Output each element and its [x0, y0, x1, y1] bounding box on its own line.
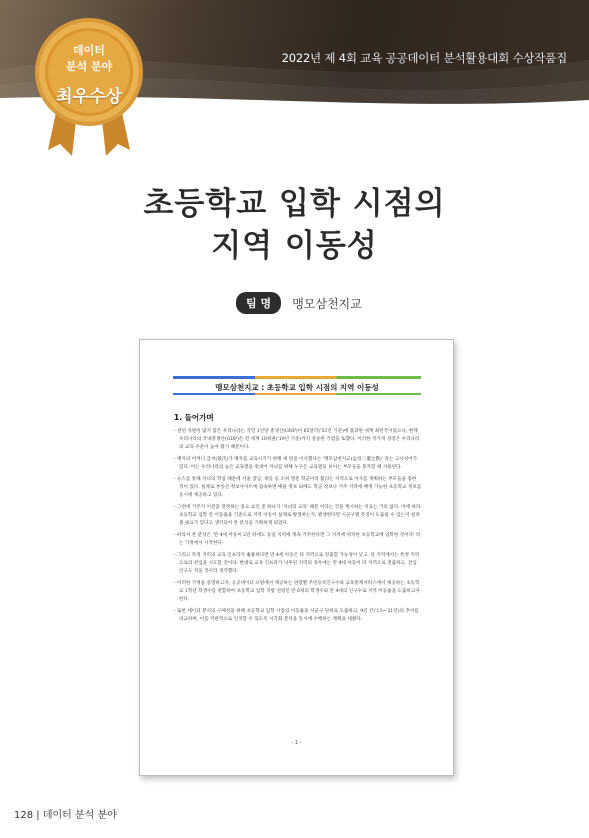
team-info	[236, 292, 362, 312]
doc-page-number: - 1 -	[291, 740, 302, 746]
medal-category-line2: 분석 분야	[65, 60, 113, 73]
team-name: 맹모삼천지교	[292, 296, 362, 311]
document-preview	[139, 339, 454, 776]
medal-award-title: 최우수상	[56, 87, 122, 107]
doc-paragraph: - 또한 데이터 분석의 구체성을 위해 초등학교 입학 시점의 이동률을 시군구 단위로 도출하고, 9년 간('13~'21년)의 추이를 비교하며, 이를 직관적으로 인지할 수 있도록 시각화 분석을 동시에 수행하는 계획을 세웠다.	[174, 609, 419, 622]
doc-paragraph: - 천연 자원이 많지 않은 우리나라는 국민 1인당 총생산(GNP)이 65달러('53년 기준)에 불과한 세계 최빈국이었으나, 현재 우리나라의 국내총생산(GDP)은 전 세계 10위권('19년 기준)까지 상승한 기염을 토했다. 이러한 국가적 성장은 우리나라의 교육 수준이 높아 왔기 때문이다.	[174, 429, 420, 450]
doc-section-heading: 1. 들어가며	[174, 413, 214, 422]
doc-paragraph: - 그런데 거주지 이전을 결정하는 중요 요인 중 하나가 '자녀의 교육' 때문 이라는 것을 계시하는 지표는 거의 없다. 이에 따라 초등학교 입학 전 이동률을 기준으로 지역 이동이 실제로 발생하는지, 발생한다면 시군구별 특징이 도출될 수 있는지 살펴볼 필요가 있다고 생각되어 본 분석을 기획하게 되었다.	[174, 505, 421, 526]
collection-title: 2022년 제 4회 교육 공공데이터 분석활용대회 수상작품집	[281, 51, 567, 65]
doc-title-top-rule	[173, 376, 421, 379]
doc-paragraph: - 이러한 가정을 증명하고자, 공공데이터 포털에서 제공하는 연령별 주민등록인구수와 교육통계서비스에서 제공하는 초등학교 1학년 학생수를 결합하여 초등학교 입학 직항 연령인 만 6세의 학생수와 만 4세의 인구수로 지역 이동률을 도출하고자 한다.	[174, 581, 420, 602]
medal-category-line1: 데이터	[73, 44, 105, 57]
page-footer: 128 | 데이터 분석 분야	[14, 810, 117, 821]
doc-title-bottom-rule	[173, 393, 421, 395]
award-medal	[30, 8, 148, 158]
page-title-line2: 지역 이동성	[211, 228, 378, 264]
doc-title: 맹모삼천지교 : 초등학교 입학 시점의 지역 이동성	[215, 383, 379, 392]
doc-paragraph: - 뉴스를 통해 자녀의 학업 때문에 서울 강남, 목동 등 소위 명문 학군이라 불리는 지역으로 이사를 계획하는 부모들을 접한 적이 있다. 실제로 부동산 정보사이트에 접속하면 매물 정보 외에도 학군 정보나 거주 지역에 배정 가능한 초등학교 정보를 동시에 제공하고 있다.	[174, 477, 422, 498]
doc-body	[174, 428, 422, 628]
doc-paragraph: - 맹자의 어머니 급씨(伋氏)가 맹자를 교육시키기 위해 세 번을 이사했다는 '맹모삼천지교(孟母三遷之敎)' 라는 고사성어가 있다. 이는 우리나라의 높은 교육열을 빗대어 자녀를 위해 누구든 교육열을 보이는 부모들을 풍자할 때 사용된다.	[174, 457, 418, 470]
doc-paragraph: - 그리고 특정 지역의 교육 인프라가 훌륭하다면 만 4세 아동은 타 지역으로 전출할 가능성이 낮고, 타 지역에서는 특정 지역으로의 전입을 시도할 것이다. 반대로 교육 인프라가 낙후된 지역의 경우에는 만 4세 아동이 타 지역으로 전출하고, 전입 인구도 적을 것이라 생각했다.	[174, 553, 420, 574]
team-label-badge: 팀 명	[236, 292, 281, 314]
page-title-line1: 초등학교 입학 시점의	[143, 186, 446, 222]
doc-paragraph: - 따라서 본 분석은 '만 4세 아동이 2년 뒤에도 동일 지역에 계속 거주한다면 그 지역에 위치한 초등학교에 입학한 것이다' 라는 가정에서 시작한다.	[174, 533, 421, 546]
